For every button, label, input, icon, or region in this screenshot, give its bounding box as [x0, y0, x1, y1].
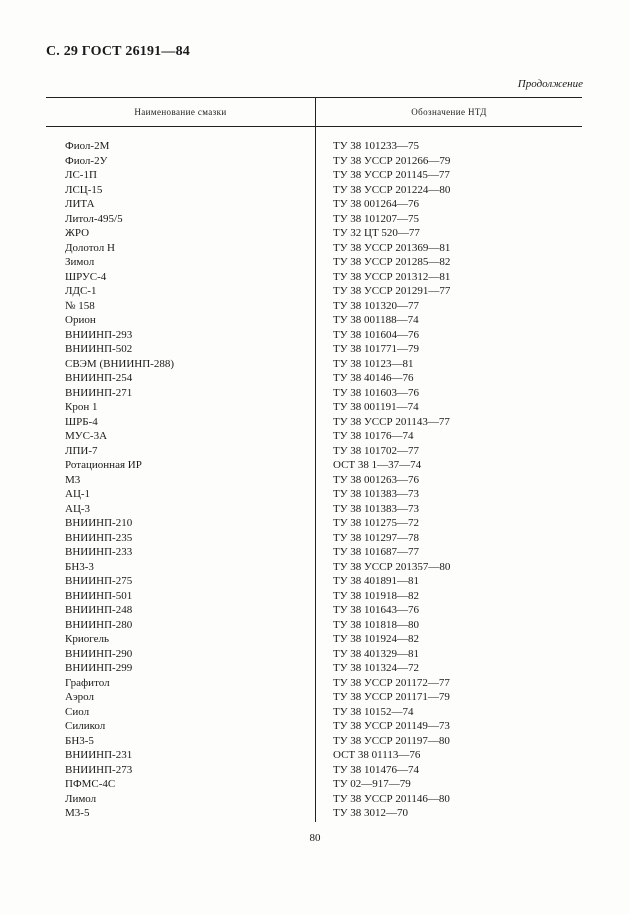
- table-row: [0, 371, 630, 386]
- table-row: [0, 574, 630, 589]
- table-row: [0, 618, 630, 633]
- table-row: [0, 328, 630, 343]
- column-header-name: Наименование смазки: [134, 107, 227, 117]
- table-body: [0, 139, 630, 821]
- ntd-designation: ТУ 38 УССР 201224—80: [333, 183, 451, 196]
- lubricant-name: Крон 1: [65, 401, 98, 413]
- ntd-designation: ТУ 02—917—79: [333, 778, 411, 790]
- ntd-designation: ТУ 38 101771—79: [333, 343, 420, 355]
- lubricant-name: ВНИИНП-501: [65, 589, 133, 602]
- table-row: [0, 792, 630, 807]
- lubricant-name: ВНИИНП-210: [65, 517, 133, 529]
- table-row: [0, 763, 630, 778]
- lubricant-name: ВНИИНП-271: [65, 386, 133, 399]
- ntd-designation: ТУ 38 10152—74: [333, 705, 414, 718]
- table-row: [0, 386, 630, 401]
- ntd-designation: ТУ 38 001191—74: [333, 401, 419, 413]
- table-row: [0, 690, 630, 705]
- ntd-designation: ТУ 38 101383—73: [333, 502, 420, 515]
- lubricant-name: АЦ-3: [65, 502, 91, 515]
- lubricant-name: ЖРО: [65, 227, 90, 239]
- ntd-designation: ТУ 38 УССР 201146—80: [333, 792, 450, 805]
- table-row: [0, 734, 630, 749]
- ntd-designation: ТУ 38 10123—81: [333, 357, 414, 370]
- ntd-designation: ТУ 38 УССР 201172—77: [333, 676, 450, 689]
- ntd-designation: ТУ 38 001188—74: [333, 314, 419, 326]
- ntd-designation: ТУ 38 УССР 201266—79: [333, 154, 451, 167]
- table-row: [0, 284, 630, 299]
- table-row: [0, 270, 630, 285]
- table-row: [0, 647, 630, 662]
- table-row: [0, 139, 630, 154]
- ntd-designation: ТУ 38 101818—80: [333, 618, 420, 631]
- table-row: [0, 226, 630, 241]
- table-row: [0, 415, 630, 430]
- lubricant-name: ВНИИНП-275: [65, 575, 133, 587]
- table-row: [0, 154, 630, 169]
- ntd-designation: ТУ 38 УССР 201143—77: [333, 415, 450, 428]
- ntd-designation: ТУ 38 УССР 201145—77: [333, 169, 450, 181]
- lubricant-name: Лимол: [65, 792, 97, 805]
- table-row: [0, 487, 630, 502]
- lubricant-name: ВНИИНП-235: [65, 531, 133, 544]
- page-header-title: С. 29 ГОСТ 26191—84: [46, 44, 190, 59]
- table-row: [0, 516, 630, 531]
- ntd-designation: ТУ 38 УССР 201149—73: [333, 720, 450, 732]
- ntd-designation: ТУ 38 УССР 201285—82: [333, 256, 451, 268]
- ntd-designation: ТУ 38 101643—76: [333, 604, 420, 616]
- table-top-rule: [46, 97, 582, 98]
- lubricant-name: ВНИИНП-254: [65, 372, 133, 384]
- lubricant-name: АЦ-1: [65, 488, 91, 500]
- ntd-designation: ТУ 38 101275—72: [333, 517, 420, 529]
- lubricant-name: Литол-495/5: [65, 212, 123, 225]
- table-row: [0, 444, 630, 459]
- lubricant-name: Криогель: [65, 633, 109, 645]
- lubricant-name: ЛСЦ-15: [65, 183, 103, 196]
- ntd-designation: ТУ 38 101918—82: [333, 589, 420, 602]
- lubricant-name: ПФМС-4С: [65, 778, 116, 790]
- lubricant-name: Графитол: [65, 676, 110, 689]
- lubricant-name: Ротационная ИР: [65, 459, 142, 471]
- ntd-designation: ТУ 38 101687—77: [333, 546, 420, 558]
- ntd-designation: ТУ 38 101604—76: [333, 328, 420, 341]
- ntd-designation: ТУ 38 3012—70: [333, 807, 409, 819]
- ntd-designation: ТУ 38 УССР 201291—77: [333, 285, 451, 297]
- table-row: [0, 777, 630, 792]
- lubricant-name: МУС-3А: [65, 430, 108, 442]
- table-row: [0, 719, 630, 734]
- lubricant-name: ЛИТА: [65, 198, 95, 210]
- lubricant-name: Сиол: [65, 705, 90, 718]
- ntd-designation: ТУ 38 101320—77: [333, 299, 420, 312]
- table-row: [0, 560, 630, 575]
- lubricant-name: ВНИИНП-233: [65, 546, 133, 558]
- table-row: [0, 531, 630, 546]
- table-row: [0, 241, 630, 256]
- lubricant-name: Фиол-2М: [65, 140, 110, 152]
- lubricant-name: Зимол: [65, 256, 95, 268]
- lubricant-name: ШРУС-4: [65, 270, 107, 283]
- lubricant-name: Фиол-2У: [65, 154, 108, 167]
- table-row: [0, 806, 630, 821]
- ntd-designation: ТУ 38 40146—76: [333, 372, 414, 384]
- lubricant-name: М3-5: [65, 807, 90, 819]
- lubricant-name: Силикол: [65, 720, 106, 732]
- ntd-designation: ТУ 38 УССР 201171—79: [333, 691, 450, 703]
- lubricant-name: БН3-5: [65, 734, 94, 747]
- table-row: [0, 342, 630, 357]
- ntd-designation: ОСТ 38 1—37—74: [333, 459, 422, 471]
- lubricant-name: ЛДС-1: [65, 285, 97, 297]
- ntd-designation: ТУ 38 101603—76: [333, 386, 420, 399]
- table-header-rule: [46, 126, 582, 127]
- lubricant-name: ЛС-1П: [65, 169, 97, 181]
- ntd-designation: ТУ 38 401891—81: [333, 575, 420, 587]
- ntd-designation: ТУ 32 ЦТ 520—77: [333, 227, 420, 239]
- lubricant-name: БН3-3: [65, 560, 94, 573]
- lubricant-name: ШРБ-4: [65, 415, 98, 428]
- table-row: [0, 458, 630, 473]
- table-row: [0, 255, 630, 270]
- ntd-designation: ТУ 38 101233—75: [333, 140, 420, 152]
- ntd-designation: ТУ 38 УССР 201357—80: [333, 560, 451, 573]
- lubricant-name: М3: [65, 473, 81, 486]
- column-header-ntd: Обозначение НТД: [411, 107, 487, 117]
- table-row: [0, 357, 630, 372]
- lubricant-name: ВНИИНП-273: [65, 763, 133, 776]
- table-row: [0, 603, 630, 618]
- table-row: [0, 197, 630, 212]
- lubricant-name: ВНИИНП-502: [65, 343, 133, 355]
- table-row: [0, 473, 630, 488]
- lubricant-name: Аэрол: [65, 691, 95, 703]
- table-row: [0, 183, 630, 198]
- table-row: [0, 661, 630, 676]
- table-row: [0, 589, 630, 604]
- table-row: [0, 502, 630, 517]
- ntd-designation: ТУ 38 УССР 201312—81: [333, 270, 451, 283]
- lubricant-name: ВНИИНП-231: [65, 749, 133, 761]
- table-row: [0, 632, 630, 647]
- lubricant-name: СВЭМ (ВНИИНП-288): [65, 357, 175, 370]
- ntd-designation: ТУ 38 401329—81: [333, 647, 420, 660]
- lubricant-name: ВНИИНП-299: [65, 662, 133, 674]
- page-number: 80: [309, 832, 321, 844]
- ntd-designation: ТУ 38 УССР 201369—81: [333, 241, 451, 254]
- lubricant-name: ЛПИ-7: [65, 444, 98, 457]
- lubricant-name: ВНИИНП-290: [65, 647, 133, 660]
- table-row: [0, 748, 630, 763]
- continuation-label: Продолжение: [517, 78, 583, 90]
- table-row: [0, 705, 630, 720]
- lubricant-name: ВНИИНП-248: [65, 604, 133, 616]
- lubricant-name: ВНИИНП-280: [65, 618, 133, 631]
- lubricant-name: № 158: [65, 299, 95, 312]
- ntd-designation: ТУ 38 УССР 201197—80: [333, 734, 450, 747]
- ntd-designation: ТУ 38 101297—78: [333, 531, 420, 544]
- ntd-designation: ТУ 38 101924—82: [333, 633, 420, 645]
- table-row: [0, 168, 630, 183]
- table-row: [0, 299, 630, 314]
- ntd-designation: ОСТ 38 01113—76: [333, 749, 421, 761]
- lubricant-name: Долотол Н: [65, 241, 115, 254]
- table-row: [0, 313, 630, 328]
- table-row: [0, 676, 630, 691]
- lubricant-name: Орион: [65, 314, 96, 326]
- lubricant-name: ВНИИНП-293: [65, 328, 133, 341]
- ntd-designation: ТУ 38 101476—74: [333, 763, 420, 776]
- ntd-designation: ТУ 38 001264—76: [333, 198, 420, 210]
- ntd-designation: ТУ 38 101702—77: [333, 444, 420, 457]
- ntd-designation: ТУ 38 101383—73: [333, 488, 420, 500]
- ntd-designation: ТУ 38 001263—76: [333, 473, 420, 486]
- ntd-designation: ТУ 38 101324—72: [333, 662, 420, 674]
- table-row: [0, 429, 630, 444]
- ntd-designation: ТУ 38 101207—75: [333, 212, 420, 225]
- table-row: [0, 212, 630, 227]
- table-row: [0, 400, 630, 415]
- table-row: [0, 545, 630, 560]
- ntd-designation: ТУ 38 10176—74: [333, 430, 414, 442]
